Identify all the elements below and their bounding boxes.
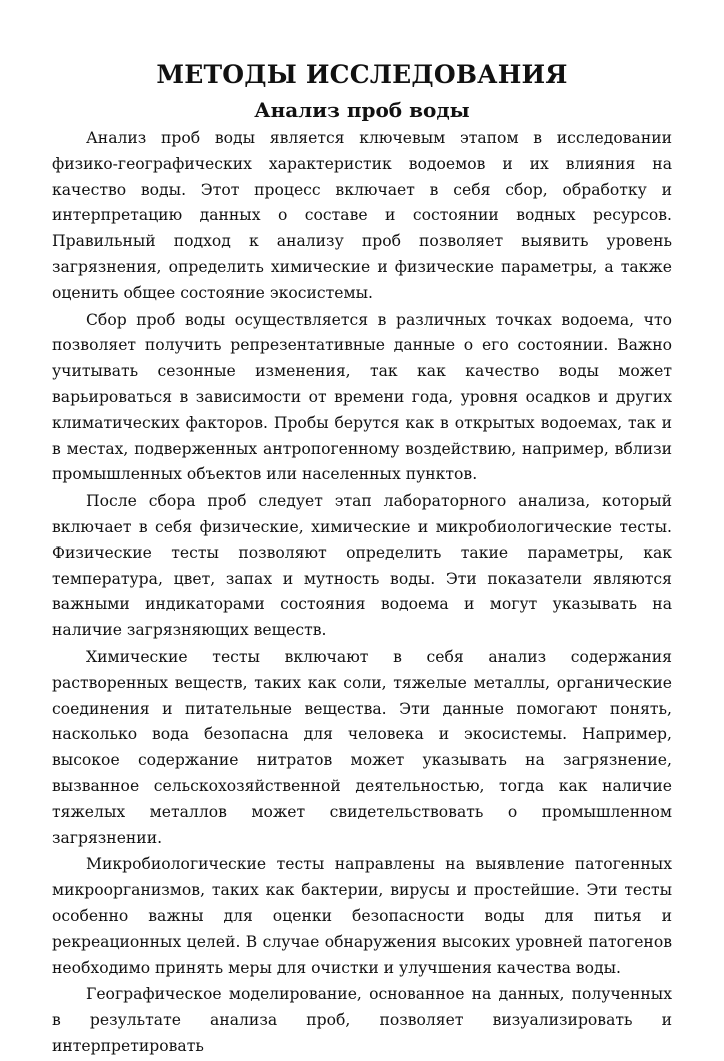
page-title: МЕТОДЫ ИССЛЕДОВАНИЯ: [156, 60, 568, 89]
paragraph-5: Микробиологические тесты направлены на выявление патогенных микроорганизмов, таких как бактерии, вирусы и простейшие. Эти тесты особенно важны для оценки безопасности воды для питья и рекреационных целей. В случае обнаружения высоких уровней патогенов необходимо принять меры для очистки и улучшения качества воды.: [52, 855, 672, 977]
paragraph-1: Анализ проб воды является ключевым этапом в исследовании физико-географических характеристик водоемов и их влияния на качество воды. Этот процесс включает в себя сбор, обработку и интерпретацию данных о составе и состоянии водных ресурсов. Правильный подход к анализу проб позволяет выявить уровень загрязнения, определить химические и физические параметры, а также оценить общее состояние экосистемы.: [52, 129, 672, 302]
paragraph-4: Химические тесты включают в себя анализ содержания растворенных веществ, таких как соли, тяжелые металлы, органические соединения и питательные вещества. Эти данные помогают понять, насколько вода безопасна для человека и экосистемы. Например, высокое содержание нитратов может указывать на загрязнение, вызванное сельскохозяйственной деятельностью, тогда как наличие тяжелых металлов может свидетельствовать о промышленном загрязнении.: [52, 647, 672, 847]
paragraph-2: Сбор проб воды осуществляется в различных точках водоема, что позволяет получить репрезентативные данные о его состоянии. Важно учитывать сезонные изменения, так как качество воды может варьироваться в зависимости от времени года, уровня осадков и других климатических факторов. Пробы берутся как в открытых водоемах, так и в местах, подверженных антропогенному воздействию, например, вблизи промышленных объектов или населенных пунктов.: [52, 310, 672, 484]
paragraph-3: После сбора проб следует этап лабораторного анализа, который включает в себя физические, химические и микробиологические тесты. Физические тесты позволяют определить такие параметры, как температура, цвет, запах и мутность воды. Эти показатели являются важными индикаторами состояния водоема и могут указывать на наличие загрязняющих веществ.: [52, 492, 672, 640]
section-subtitle: Анализ проб воды: [254, 98, 470, 122]
document-page: [52, 58, 672, 1061]
paragraph-6: Географическое моделирование, основанное на данных, полученных в результате анализа проб, позволяет визуализировать и интерпретировать: [52, 985, 672, 1055]
